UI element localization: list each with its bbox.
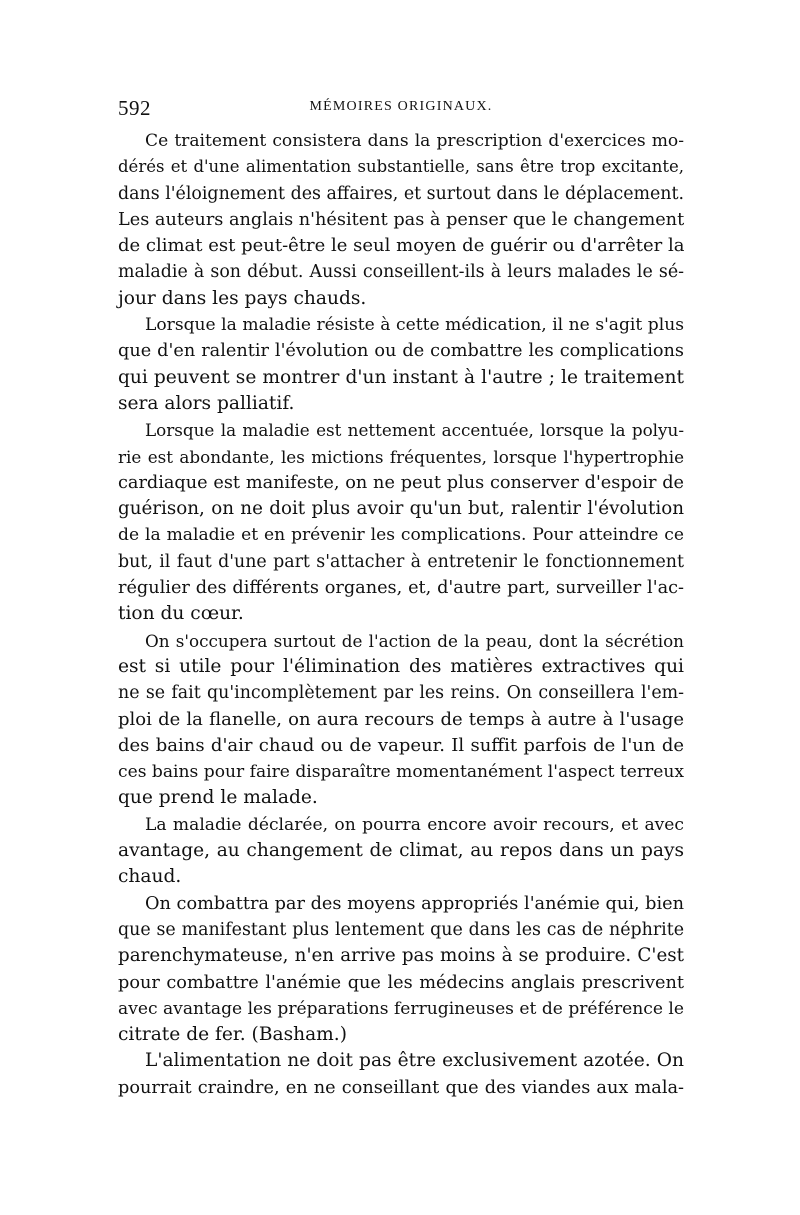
text-line: pour combattre l'anémie que les médecins anglais prescrivent bbox=[118, 972, 684, 993]
text-line: ces bains pour faire disparaître momentanément l'aspect terreux bbox=[118, 762, 684, 783]
text-line: que se manifestant plus lentement que dans les cas de néphrite bbox=[118, 919, 684, 940]
body-text bbox=[118, 128, 684, 1101]
text-line: est si utile pour l'élimination des matières extractives qui bbox=[118, 655, 684, 677]
text-line: La maladie déclarée, on pourra encore avoir recours, et avec bbox=[145, 814, 684, 835]
text-line: Les auteurs anglais n'hésitent pas à penser que le changement bbox=[118, 209, 685, 230]
text-line: L'alimentation ne doit pas être exclusivement azotée. On bbox=[145, 1050, 684, 1072]
text-line: Ce traitement consistera dans la prescription d'exercices mo- bbox=[145, 131, 684, 151]
text-line: rie est abondante, les mictions fréquentes, lorsque l'hypertrophie bbox=[118, 446, 684, 467]
text-line: cardiaque est manifeste, on ne peut plus conserver d'espoir de bbox=[118, 472, 684, 493]
text-line: citrate de fer. (Basham.) bbox=[118, 1024, 347, 1046]
text-line: Lorsque la maladie est nettement accentuée, lorsque la polyu- bbox=[145, 420, 684, 441]
text-line: des bains d'air chaud ou de vapeur. Il suffit parfois de l'un de bbox=[118, 734, 684, 756]
text-line: guérison, on ne doit plus avoir qu'un but, ralentir l'évolution bbox=[118, 498, 684, 520]
text-line: régulier des différents organes, et, d'autre part, surveiller l'ac- bbox=[118, 578, 684, 599]
text-line: dans l'éloignement des affaires, et surtout dans le déplacement. bbox=[118, 183, 684, 204]
text-line: pourrait craindre, en ne conseillant que des viandes aux mala- bbox=[118, 1077, 684, 1098]
text-line: sera alors palliatif. bbox=[118, 392, 295, 414]
text-line: chaud. bbox=[118, 866, 182, 888]
text-line: On s'occupera surtout de l'action de la peau, dont la sécrétion bbox=[145, 630, 684, 651]
text-line: avantage, au changement de climat, au repos dans un pays bbox=[118, 840, 684, 862]
text-line: jour dans les pays chauds. bbox=[118, 287, 367, 309]
text-line: dérés et d'une alimentation substantielle, sans être trop excitante, bbox=[118, 157, 684, 177]
text-line: que d'en ralentir l'évolution ou de combattre les complications bbox=[118, 341, 684, 362]
text-line: parenchymateuse, n'en arrive pas moins à se produire. C'est bbox=[118, 945, 684, 967]
text-line: de la maladie et en prévenir les complications. Pour atteindre ce bbox=[118, 525, 684, 546]
text-line: de climat est peut-être le seul moyen de guérir ou d'arrêter la bbox=[118, 235, 685, 257]
text-line: ne se fait qu'incomplètement par les reins. On conseillera l'em- bbox=[118, 683, 684, 704]
page-number: 592 bbox=[118, 96, 151, 120]
running-title: MÉMOIRES ORIGINAUX. bbox=[309, 99, 493, 114]
text-line: avec avantage les préparations ferrugineuses et de préférence le bbox=[118, 998, 684, 1019]
text-line: qui peuvent se montrer d'un instant à l'autre ; le traitement bbox=[118, 366, 684, 388]
text-line: On combattra par des moyens appropriés l'anémie qui, bien bbox=[145, 893, 684, 914]
text-line: tion du cœur. bbox=[118, 603, 244, 625]
text-line: but, il faut d'une part s'attacher à entretenir le fonctionnement bbox=[118, 551, 684, 572]
text-line: ploi de la flanelle, on aura recours de temps à autre à l'usage bbox=[118, 708, 684, 730]
text-line: Lorsque la maladie résiste à cette médication, il ne s'agit plus bbox=[145, 315, 684, 336]
text-line: que prend le malade. bbox=[118, 787, 318, 809]
running-head bbox=[118, 96, 684, 122]
text-line: maladie à son début. Aussi conseillent-ils à leurs malades le sé- bbox=[118, 262, 684, 283]
